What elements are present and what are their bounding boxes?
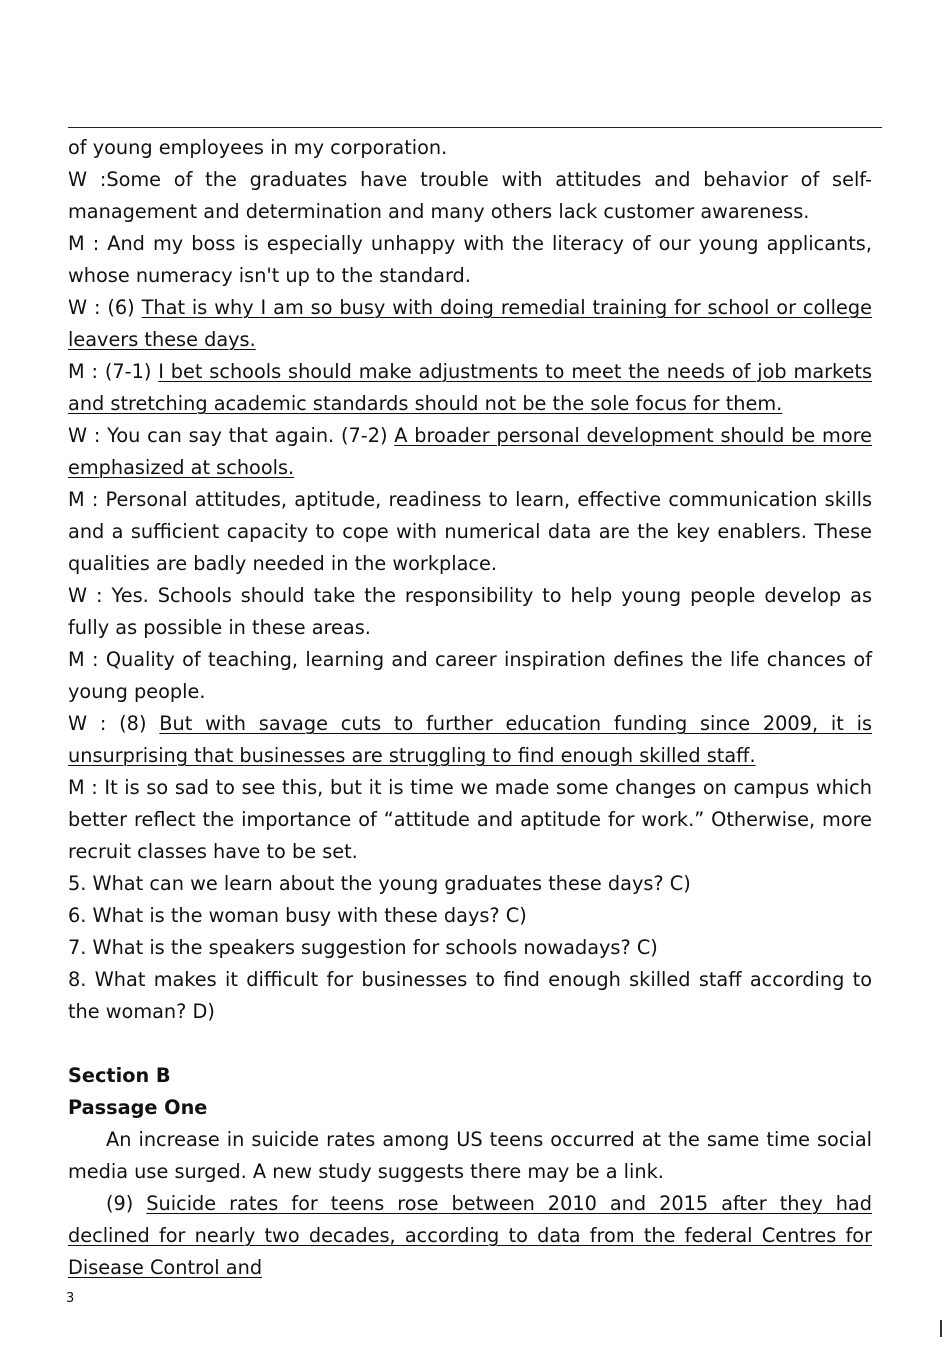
dialogue-line: W : (6) That is why I am so busy with doing remedial training for school or college leavers these days. [68,296,872,351]
question-item: 8. What makes it difficult for businesses to find enough skilled staff according to the woman? D) [68,968,872,1023]
question-item: 5. What can we learn about the young graduates these days? C) [68,872,691,895]
dialogue-line: M : Personal attitudes, aptitude, readiness to learn, effective communication skills and a sufficient capacity to cope with numerical data are the key enablers. These qualities are badly needed in the workplace. [68,488,872,575]
dialogue-line: W : Yes. Schools should take the responsibility to help young people develop as fully as possible in these areas. [68,584,872,639]
edge-mark [940,1320,942,1337]
underlined-answer: But with savage cuts to further education funding since 2009, it is unsurprising that businesses are struggling to find enough skilled staff. [68,712,872,767]
dialogue-line: M : Quality of teaching, learning and career inspiration defines the life chances of young people. [68,648,872,703]
passage-title: Passage One [68,1096,208,1119]
dialogue-line: W :Some of the graduates have trouble with attitudes and behavior of self-management and determination and many others lack customer awareness. [68,168,872,223]
underlined-answer: A broader personal development should be more emphasized at schools. [68,424,872,479]
dialogue-line: M : (7-1) I bet schools should make adjustments to meet the needs of job markets and stretching academic standards should not be the sole focus for them. [68,360,873,415]
dialogue-line: of young employees in my corporation. [68,136,448,159]
question-item: 6. What is the woman busy with these days? C) [68,904,527,927]
passage-paragraph: (9) Suicide rates for teens rose between 2010 and 2015 after they had declined for nearly two decades, according to data from the federal Centres for Disease Control and [68,1192,872,1279]
underlined-answer: I bet schools should make adjustments to meet the needs of job markets and stretching academic standards should not be the sole focus for them. [68,360,873,415]
section-title: Section B [68,1064,171,1087]
dialogue-line: M : And my boss is especially unhappy with the literacy of our young applicants, whose numeracy isn't up to the standard. [68,232,872,287]
header-rule [68,127,882,128]
page-body [68,132,872,1284]
underlined-answer: That is why I am so busy with doing remedial training for school or college leavers these days. [68,296,872,351]
question-item: 7. What is the speakers suggestion for schools nowadays? C) [68,936,658,959]
spacer [68,1028,872,1060]
dialogue-line: W : You can say that again. (7-2) A broader personal development should be more emphasized at schools. [68,424,872,479]
page-number: 3 [66,1291,75,1306]
dialogue-line: M : It is so sad to see this, but it is time we made some changes on campus which better reflect the importance of “attitude and aptitude for work.” Otherwise, more recruit classes have to be set. [68,776,872,863]
dialogue-line: W : (8) But with savage cuts to further education funding since 2009, it is unsurprising that businesses are struggling to find enough skilled staff. [68,712,872,767]
underlined-answer: Suicide rates for teens rose between 2010 and 2015 after they had declined for nearly two decades, according to data from the federal Centres for Disease Control and [68,1192,872,1279]
passage-paragraph: An increase in suicide rates among US teens occurred at the same time social media use surged. A new study suggests there may be a link. [68,1128,872,1183]
